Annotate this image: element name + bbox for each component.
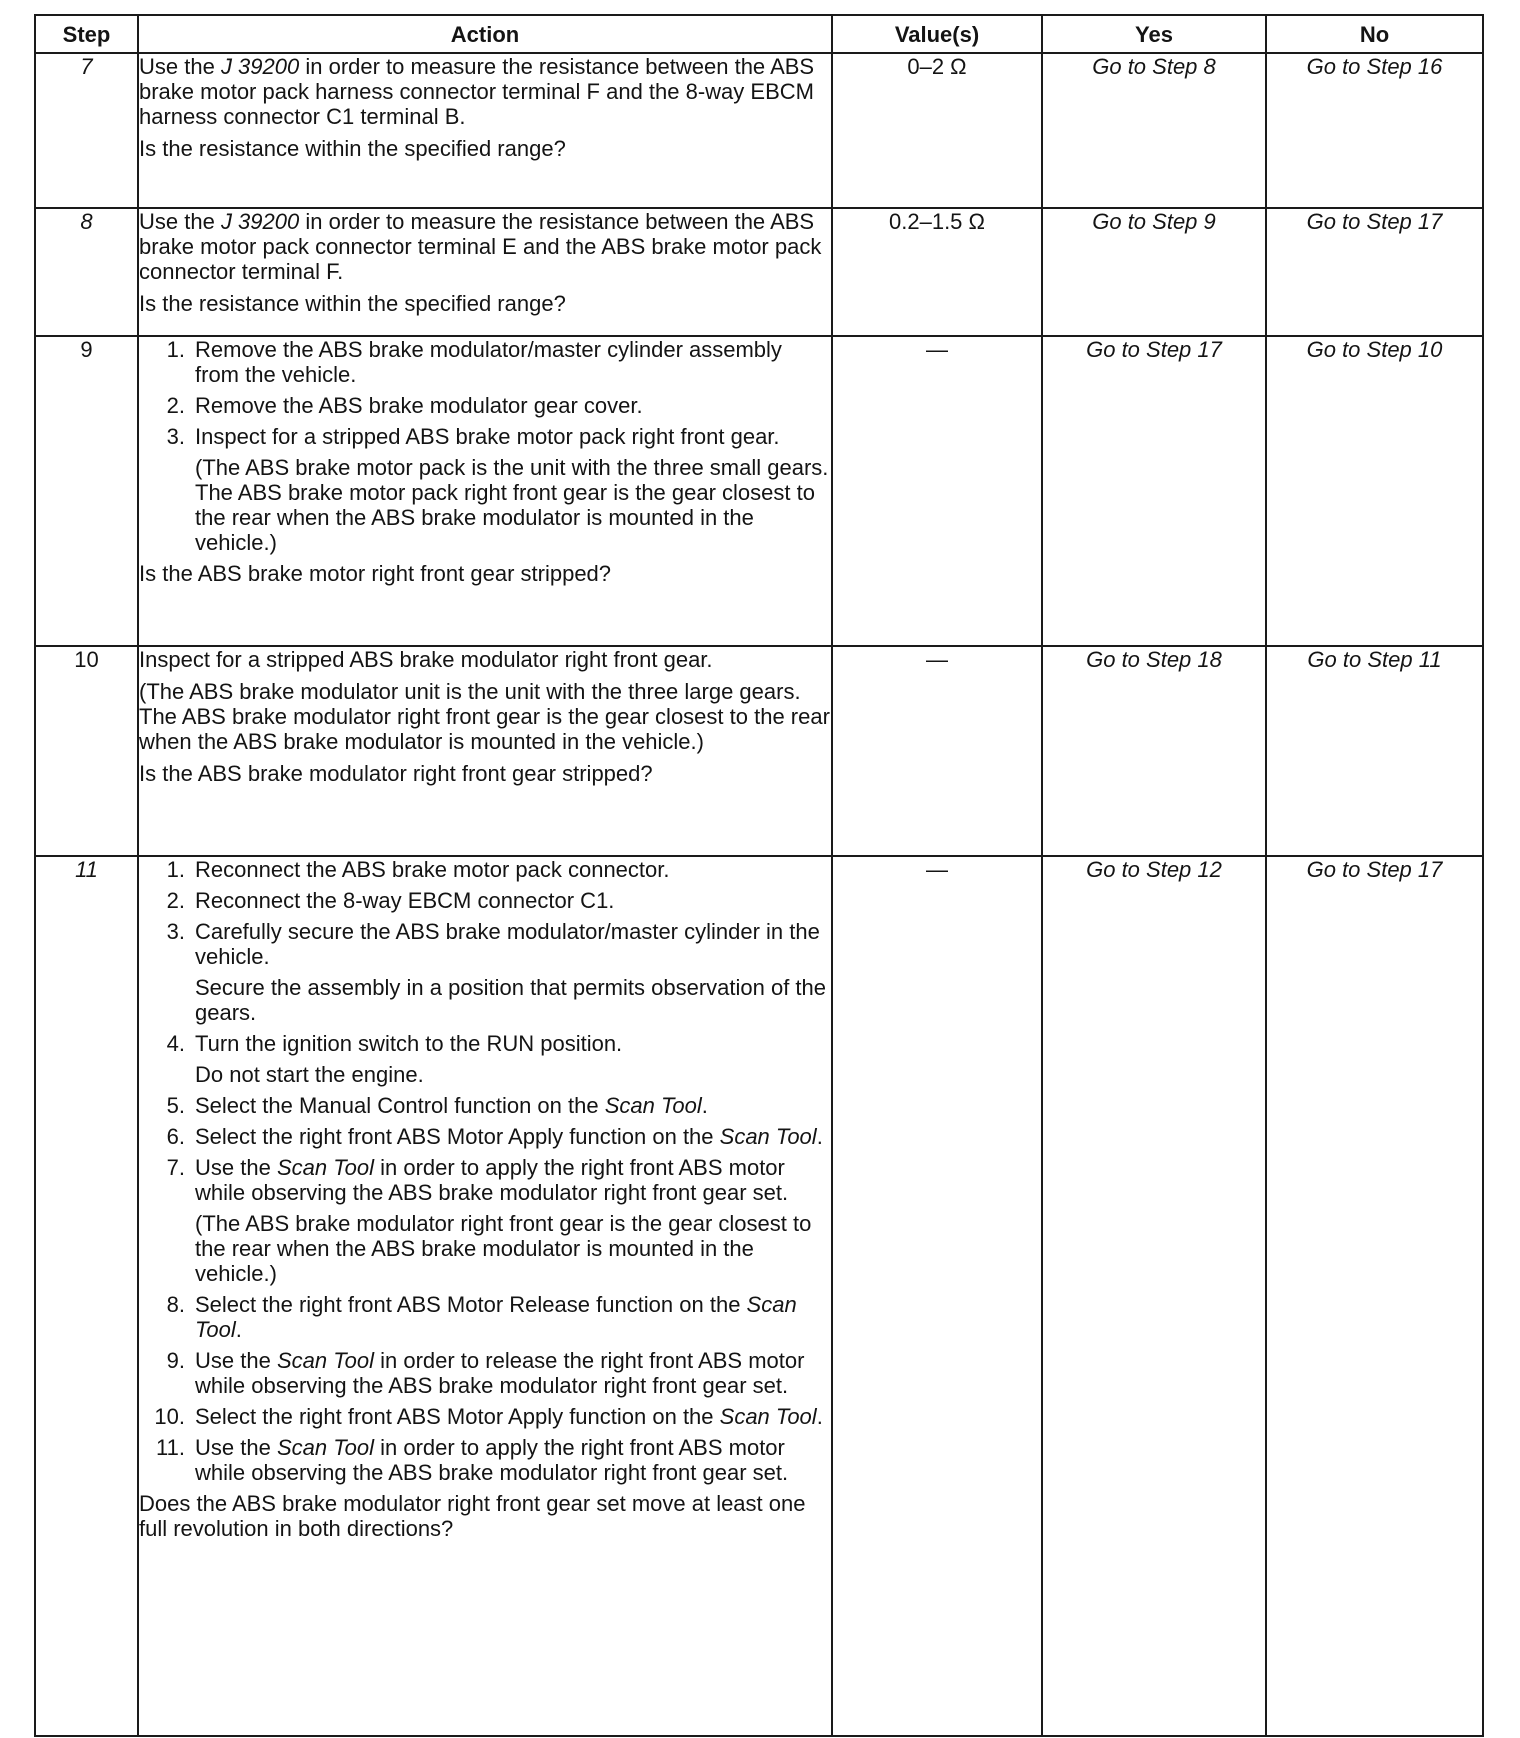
tool-name: Scan Tool [719, 1124, 817, 1149]
no-cell: Go to Step 11 [1266, 646, 1483, 856]
action-cell [138, 336, 832, 646]
tool-name: J 39200 [220, 54, 300, 79]
yes-cell: Go to Step 8 [1042, 53, 1266, 208]
tool-name: Scan Tool [604, 1093, 702, 1118]
list-item-note: Do not start the engine. [195, 1062, 424, 1087]
list-item [139, 1093, 831, 1118]
list-item-text: Select the right front ABS Motor Release function on the [195, 1292, 747, 1317]
list-item [139, 1031, 831, 1087]
list-item-text: Remove the ABS brake modulator/master cylinder assembly from the vehicle. [195, 337, 782, 387]
list-item-body [195, 1404, 831, 1429]
action-text: Inspect for a stripped ABS brake modulator right front gear. [139, 647, 713, 672]
step-number: 11 [35, 856, 138, 1736]
header-yes: Yes [1042, 15, 1266, 53]
list-item-text: Reconnect the ABS brake motor pack connector. [195, 857, 670, 882]
step-number: 7 [35, 53, 138, 208]
action-text [139, 209, 831, 284]
list-item-note: (The ABS brake motor pack is the unit with the three small gears. The ABS brake motor pack right front gear is the gear closest to the rear when the ABS brake modulator is mounted in the vehicle.) [195, 455, 829, 555]
diagnostic-table [34, 14, 1484, 1737]
list-item [139, 1404, 831, 1429]
table-row-step-11 [35, 856, 1483, 1736]
list-item-number: 2. [166, 888, 185, 913]
list-item-text: Carefully secure the ABS brake modulator/master cylinder in the vehicle. [195, 919, 820, 969]
list-item [139, 1435, 831, 1485]
list-item [139, 919, 831, 1025]
list-item-number: 11. [156, 1435, 185, 1460]
no-cell: Go to Step 17 [1266, 856, 1483, 1736]
list-item-text: Select the Manual Control function on the [195, 1093, 605, 1118]
question-text: Is the resistance within the specified range? [139, 291, 566, 316]
list-item-number: 8. [166, 1292, 185, 1317]
list-item-number: 4. [166, 1031, 185, 1056]
action-text-part: Use the [139, 54, 221, 79]
note-text: (The ABS brake modulator unit is the unit with the three large gears. The ABS brake modulator right front gear is the gear closest to the rear when the ABS brake modulator is mounted in the vehicle.) [139, 679, 830, 754]
table-row-step-10 [35, 646, 1483, 856]
list-item-body [195, 919, 831, 1025]
list-item-body [195, 424, 831, 555]
list-item-text: Select the right front ABS Motor Apply function on the [195, 1404, 720, 1429]
step-number: 8 [35, 208, 138, 336]
list-item [139, 1155, 831, 1286]
list-item-number: 10. [154, 1404, 185, 1429]
no-cell: Go to Step 16 [1266, 53, 1483, 208]
action-text-part: Use the [139, 209, 221, 234]
procedure-list [139, 857, 831, 1485]
list-item-number: 7. [166, 1155, 185, 1180]
list-item-number: 1. [166, 857, 185, 882]
list-item-text: Use the [195, 1435, 277, 1460]
no-cell: Go to Step 10 [1266, 336, 1483, 646]
tool-name: Scan Tool [719, 1404, 817, 1429]
list-item-end: . [235, 1317, 242, 1342]
list-item-text: in order to apply the right front ABS motor while observing the ABS brake modulator right front gear set. [195, 1435, 789, 1485]
tool-name: J 39200 [220, 209, 300, 234]
list-item [139, 424, 831, 555]
no-cell: Go to Step 17 [1266, 208, 1483, 336]
tool-name: Scan Tool [276, 1435, 374, 1460]
list-item-end: . [816, 1404, 823, 1429]
table-row-step-7 [35, 53, 1483, 208]
list-item-number: 1. [166, 337, 185, 362]
list-item [139, 337, 831, 387]
action-cell [138, 856, 832, 1736]
list-item-body [195, 1435, 831, 1485]
action-cell [138, 53, 832, 208]
list-item-text: Use the [195, 1348, 277, 1373]
yes-cell: Go to Step 12 [1042, 856, 1266, 1736]
list-item-number: 2. [166, 393, 185, 418]
value-cell: 0–2 Ω [832, 53, 1042, 208]
value-cell: — [832, 856, 1042, 1736]
header-action: Action [138, 15, 832, 53]
list-item-number: 3. [166, 424, 185, 449]
list-item [139, 1124, 831, 1149]
tool-name: Scan Tool [276, 1155, 374, 1180]
header-step: Step [35, 15, 138, 53]
question-text: Is the resistance within the specified range? [139, 136, 566, 161]
yes-cell: Go to Step 17 [1042, 336, 1266, 646]
action-cell [138, 646, 832, 856]
list-item-text: in order to release the right front ABS motor while observing the ABS brake modulator right front gear set. [195, 1348, 805, 1398]
diagnostic-table-wrapper [34, 14, 1484, 1737]
list-item [139, 393, 831, 418]
list-item [139, 857, 831, 882]
value-cell: — [832, 336, 1042, 646]
list-item-body [195, 1124, 831, 1149]
list-item-end: . [816, 1124, 823, 1149]
header-values: Value(s) [832, 15, 1042, 53]
list-item [139, 1348, 831, 1398]
action-text-part: in order to measure the resistance between the ABS brake motor pack harness connector terminal F and the 8-way EBCM harness connector C1 terminal B. [139, 54, 815, 129]
list-item-number: 9. [166, 1348, 185, 1373]
list-item [139, 888, 831, 913]
list-item-end: . [701, 1093, 708, 1118]
list-item-body [195, 1292, 831, 1342]
action-text-part: in order to measure the resistance between the ABS brake motor pack connector terminal E and the ABS brake motor pack connector terminal F. [139, 209, 822, 284]
question-text: Does the ABS brake modulator right front gear set move at least one full revolution in both directions? [139, 1491, 806, 1541]
tool-name: Scan Tool [276, 1348, 374, 1373]
value-cell: — [832, 646, 1042, 856]
list-item-body [195, 1031, 831, 1087]
list-item-body [195, 1093, 831, 1118]
list-item-number: 5. [166, 1093, 185, 1118]
yes-cell: Go to Step 18 [1042, 646, 1266, 856]
question-text: Is the ABS brake modulator right front gear stripped? [139, 761, 653, 786]
action-text [139, 54, 831, 129]
list-item-number: 6. [166, 1124, 185, 1149]
list-item-text: Reconnect the 8-way EBCM connector C1. [195, 888, 615, 913]
step-number: 9 [35, 336, 138, 646]
list-item-note: (The ABS brake modulator right front gear is the gear closest to the rear when the ABS brake modulator is mounted in the vehicle.) [195, 1211, 812, 1286]
action-cell [138, 208, 832, 336]
list-item-body [195, 1155, 831, 1286]
list-item-text: Select the right front ABS Motor Apply function on the [195, 1124, 720, 1149]
list-item-note: Secure the assembly in a position that permits observation of the gears. [195, 975, 827, 1025]
list-item-text: in order to apply the right front ABS motor while observing the ABS brake modulator right front gear set. [195, 1155, 789, 1205]
step-number: 10 [35, 646, 138, 856]
question-text: Is the ABS brake motor right front gear stripped? [139, 561, 612, 586]
list-item-text: Remove the ABS brake modulator gear cover. [195, 393, 643, 418]
list-item [139, 1292, 831, 1342]
list-item-body [195, 1348, 831, 1398]
table-row-step-9 [35, 336, 1483, 646]
header-no: No [1266, 15, 1483, 53]
list-item-text: Turn the ignition switch to the RUN position. [195, 1031, 623, 1056]
table-header-row [35, 15, 1483, 53]
procedure-list [139, 337, 831, 555]
yes-cell: Go to Step 9 [1042, 208, 1266, 336]
list-item-text: Use the [195, 1155, 277, 1180]
tool-name: Scan Tool [195, 1292, 797, 1342]
list-item-text: Inspect for a stripped ABS brake motor pack right front gear. [195, 424, 780, 449]
list-item-number: 3. [166, 919, 185, 944]
table-row-step-8 [35, 208, 1483, 336]
value-cell: 0.2–1.5 Ω [832, 208, 1042, 336]
